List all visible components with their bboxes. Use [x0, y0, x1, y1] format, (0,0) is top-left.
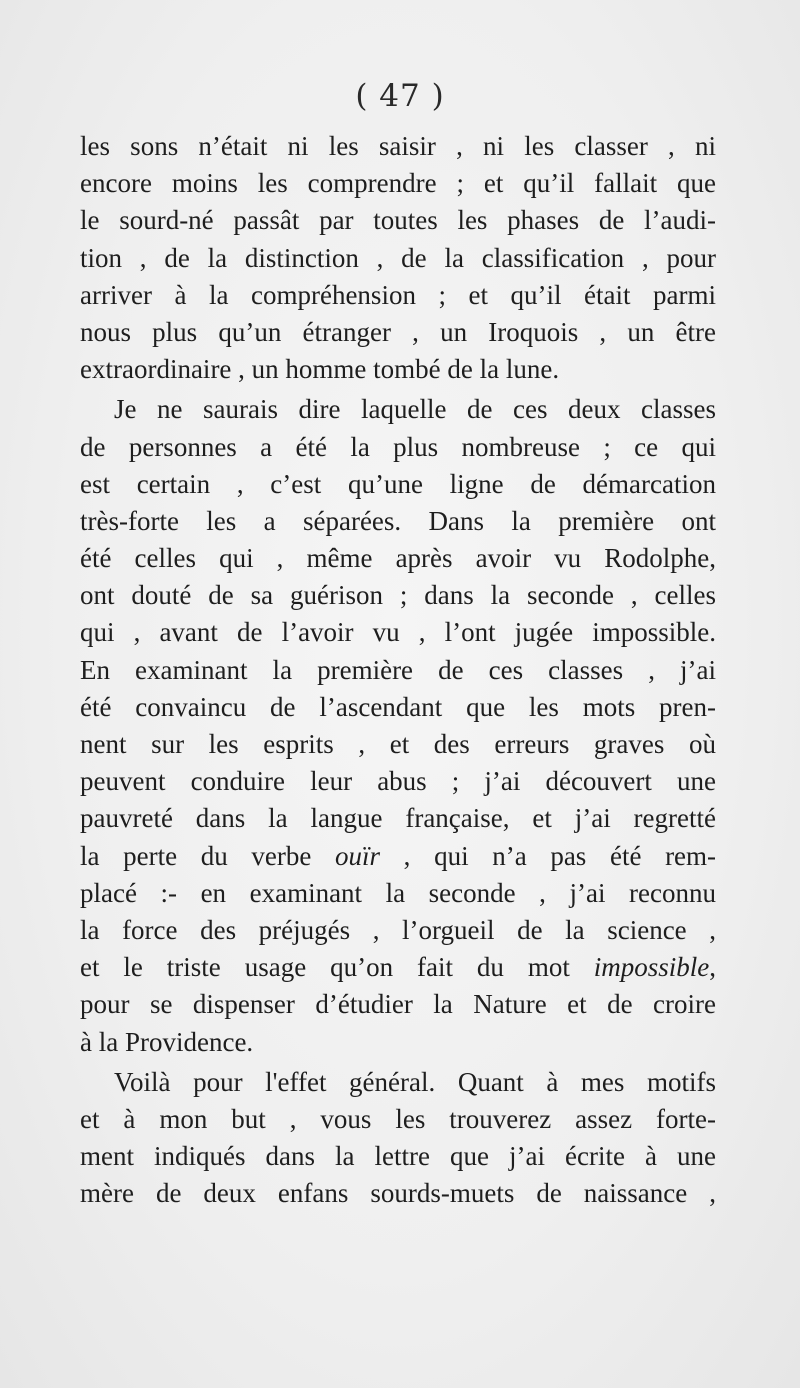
text-line: tion , de la distinction , de la classification , pour — [80, 242, 716, 273]
text-line: peuvent conduire leur abus ; j’ai découvert une — [80, 766, 716, 797]
text-line-impossible — [80, 949, 716, 986]
paragraph-1 — [80, 128, 716, 388]
text-line: le sourd-né passât par toutes les phases de l’audi- — [80, 205, 716, 236]
text-line: qui , avant de l’avoir vu , l’ont jugée impossible. — [80, 617, 716, 648]
page-number: ( 47 ) — [355, 78, 445, 114]
text-line: et à mon but , vous les trouverez assez forte- — [80, 1103, 716, 1134]
text-line: pauvreté dans la langue française, et j’ai regretté — [80, 803, 716, 834]
text-line: très-forte les a séparées. Dans la première ont — [80, 505, 716, 536]
text-line: ont douté de sa guérison ; dans la seconde , celles — [80, 580, 716, 611]
text-line: à la Providence. — [80, 1026, 254, 1057]
italic-word: ouïr — [335, 840, 381, 871]
text-line: est certain , c’est qu’une ligne de démarcation — [80, 468, 716, 499]
text-line: nous plus qu’un étranger , un Iroquois , un être — [80, 316, 716, 347]
text-line: mère de deux enfans sourds-muets de naissance , — [80, 1178, 716, 1209]
text-segment: et le triste usage qu’on fait du mot — [80, 952, 570, 983]
text-line: En examinant la première de ces classes , j’ai — [80, 654, 716, 685]
text-line: nent sur les esprits , et des erreurs graves où — [80, 729, 716, 759]
text-line: les sons n’était ni les saisir , ni les classer , ni — [80, 131, 716, 161]
text-line: été convaincu de l’ascendant que les mots pren- — [80, 691, 716, 722]
text-line: encore moins les comprendre ; et qu’il fallait que — [80, 168, 716, 199]
text-line: extraordinaire , un homme tombé de la lune. — [80, 354, 560, 385]
text-line: arriver à la compréhension ; et qu’il était parmi — [80, 279, 716, 310]
text-line: de personnes a été la plus nombreuse ; ce qui — [80, 431, 716, 462]
italic-word: impossible — [593, 952, 710, 983]
text-segment: , qui n’a pas été rem- — [403, 840, 717, 871]
text-line: Je ne saurais dire laquelle de ces deux classes — [114, 394, 716, 425]
text-line-ouir — [80, 838, 716, 875]
paragraph-2 — [80, 391, 716, 1060]
text-segment: la perte du verbe — [80, 840, 312, 871]
text-segment: , — [709, 952, 717, 983]
paragraph-3 — [80, 1064, 716, 1213]
body-text — [80, 128, 716, 1212]
text-line: la force des préjugés , l’orgueil de la science , — [80, 914, 716, 945]
text-line: été celles qui , même après avoir vu Rodolphe, — [80, 543, 716, 574]
text-line: Voilà pour l'effet général. Quant à mes motifs — [114, 1066, 716, 1097]
text-line: ment indiqués dans la lettre que j’ai écrite à une — [80, 1141, 716, 1172]
text-line: pour se dispenser d’étudier la Nature et de croire — [80, 989, 716, 1020]
text-line: placé :- en examinant la seconde , j’ai reconnu — [80, 877, 716, 908]
